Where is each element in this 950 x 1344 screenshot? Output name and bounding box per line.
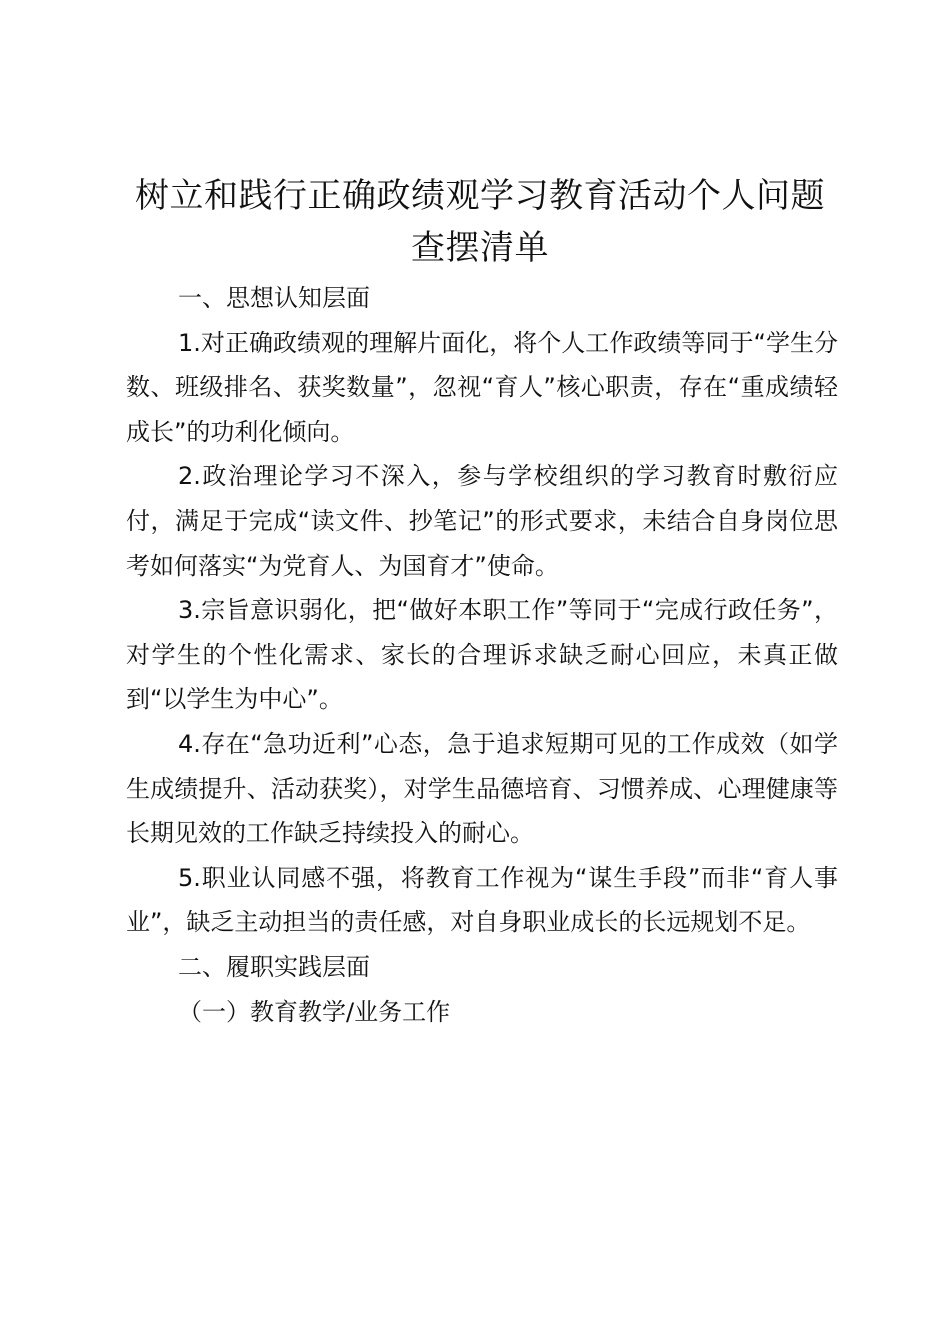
subsection-heading-teaching: （一）教育教学/业务工作	[178, 997, 451, 1026]
paragraph-item-1: 1.对正确政绩观的理解片面化，将个人工作政绩等同于“学生分数、班级排名、获奖数量”，忽视“育人”核心职责，存在“重成绩轻成长”的功利化倾向。	[126, 328, 838, 446]
section-heading-practice: 二、履职实践层面	[178, 952, 370, 981]
title-line-2: 查摆清单	[411, 228, 549, 268]
paragraph-item-3: 3.宗旨意识弱化，把“做好本职工作”等同于“完成行政任务”，对学生的个性化需求、家长的合理诉求缺乏耐心回应，未真正做到“以学生为中心”。	[126, 596, 838, 714]
document-body	[126, 276, 838, 1034]
document-title	[110, 170, 850, 274]
section-heading-thinking: 一、思想认知层面	[178, 284, 370, 312]
paragraph-item-4: 4.存在“急功近利”心态，急于追求短期可见的工作成效（如学生成绩提升、活动获奖），对学生品德培育、习惯养成、心理健康等长期见效的工作缺乏持续投入的耐心。	[126, 729, 838, 848]
paragraph-item-5: 5.职业认同感不强，将教育工作视为“谋生手段”而非“育人事业”，缺乏主动担当的责任感，对自身职业成长的长远规划不足。	[126, 863, 838, 937]
paragraph-item-2: 2.政治理论学习不深入，参与学校组织的学习教育时敷衍应付，满足于完成“读文件、抄笔记”的形式要求，未结合自身岗位思考如何落实“为党育人、为国育才”使命。	[126, 462, 838, 580]
title-line-1: 树立和践行正确政绩观学习教育活动个人问题	[135, 176, 825, 216]
